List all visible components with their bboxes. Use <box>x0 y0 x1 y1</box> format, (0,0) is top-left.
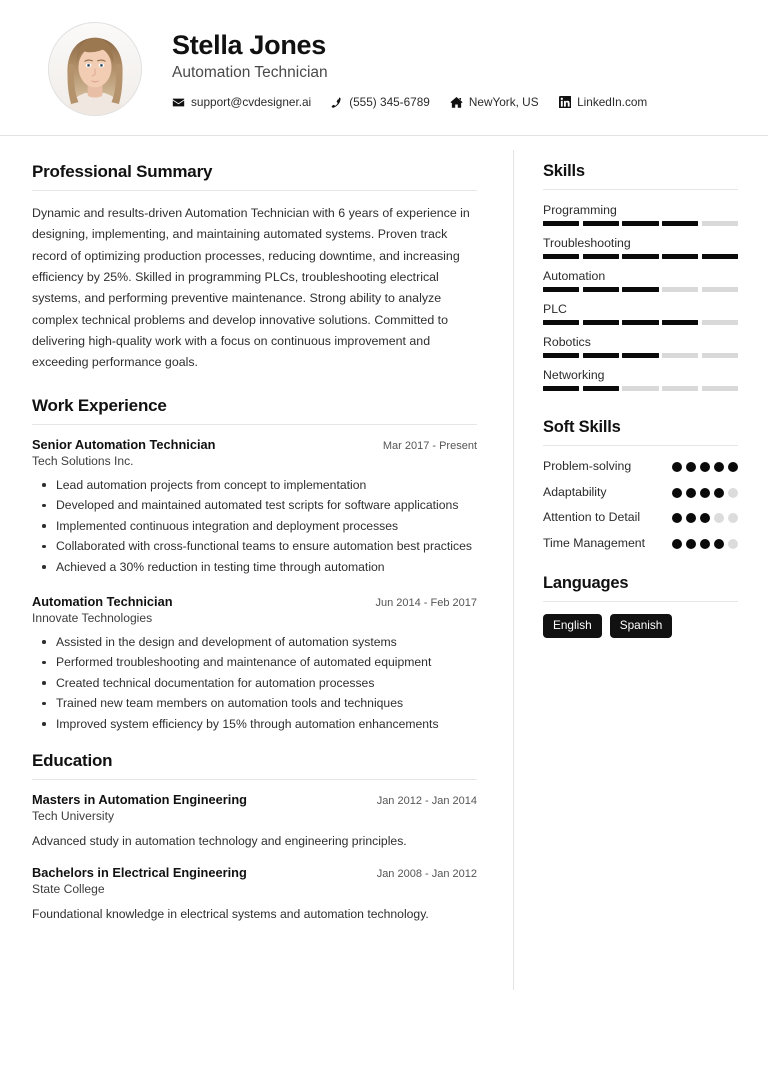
education-entry-list <box>32 792 477 924</box>
entry-header <box>32 594 477 609</box>
section-education <box>32 751 477 924</box>
degree-title: Bachelors in Electrical Engineering <box>32 864 247 880</box>
resume-body <box>0 136 768 938</box>
work-entry <box>32 437 477 577</box>
skill-label: Troubleshooting <box>543 236 631 250</box>
skill-bar-segment <box>622 287 658 292</box>
soft-skill-row <box>543 509 738 526</box>
rating-dot <box>714 488 724 498</box>
skill-bar-segment <box>662 254 698 259</box>
skill-label: Programming <box>543 203 617 217</box>
soft-skill-rating <box>672 458 738 472</box>
skill-label: Networking <box>543 368 605 382</box>
entry-header <box>32 865 477 880</box>
soft-skill-label: Attention to Detail <box>543 510 641 525</box>
section-rule <box>32 779 477 780</box>
degree-title: Masters in Automation Engineering <box>32 791 247 807</box>
soft-skill-rating <box>672 535 738 549</box>
work-entry-list <box>32 437 477 734</box>
skill-row <box>543 235 738 259</box>
section-title-skills: Skills <box>543 162 585 180</box>
rating-dot <box>728 539 738 549</box>
section-title-soft-skills: Soft Skills <box>543 418 621 436</box>
rating-dot <box>686 513 696 523</box>
rating-dot <box>686 462 696 472</box>
work-entry <box>32 594 477 734</box>
section-languages <box>543 574 738 637</box>
skill-bar-segment <box>543 386 579 391</box>
language-pill-list <box>543 614 738 637</box>
education-description: Advanced study in automation technology and engineering principles. <box>32 833 407 848</box>
section-rule <box>543 189 738 190</box>
contact-location[interactable] <box>450 95 539 109</box>
language-pill[interactable]: Spanish <box>610 614 673 637</box>
section-rule <box>543 445 738 446</box>
skill-bar-segment <box>662 221 698 226</box>
contact-location-text: NewYork, US <box>468 95 539 110</box>
section-rule <box>32 424 477 425</box>
skill-row <box>543 367 738 391</box>
soft-skill-rating <box>672 484 738 498</box>
sidebar-column <box>513 136 768 938</box>
rating-dot <box>700 462 710 472</box>
school-name: State College <box>32 881 105 896</box>
contact-row <box>172 95 647 109</box>
responsibility-item: Achieved a 30% reduction in testing time through automation <box>56 558 477 577</box>
person-name: Stella Jones <box>172 29 326 60</box>
responsibility-item: Developed and maintained automated test scripts for software applications <box>56 496 477 515</box>
skill-bar-segment <box>583 386 619 391</box>
education-description: Foundational knowledge in electrical systems and automation technology. <box>32 906 429 921</box>
skill-bar-segment <box>702 386 738 391</box>
skill-row <box>543 268 738 292</box>
skill-bar-segment <box>543 353 579 358</box>
rating-dot <box>700 488 710 498</box>
skill-bar-segment <box>583 320 619 325</box>
phone-icon <box>331 96 343 109</box>
job-title: Senior Automation Technician <box>32 436 216 452</box>
company-name: Innovate Technologies <box>32 610 153 625</box>
rating-dot <box>714 462 724 472</box>
profile-photo-graphic <box>49 23 141 115</box>
job-title: Automation Technician <box>32 593 173 609</box>
entry-header <box>32 437 477 452</box>
section-title-summary: Professional Summary <box>32 162 213 181</box>
responsibility-list <box>32 633 477 734</box>
rating-dot <box>686 488 696 498</box>
rating-dot <box>714 539 724 549</box>
skill-bar-segment <box>543 287 579 292</box>
skill-bar-segment <box>543 254 579 259</box>
section-title-work: Work Experience <box>32 395 167 415</box>
resume-header <box>0 0 768 136</box>
skill-bar-segment <box>543 221 579 226</box>
soft-skill-rating <box>672 509 738 523</box>
skill-level-bar <box>543 386 738 391</box>
skill-bar-segment <box>662 320 698 325</box>
person-job-title: Automation Technician <box>172 64 328 82</box>
responsibility-item: Trained new team members on automation tools and techniques <box>56 694 477 713</box>
responsibility-list <box>32 476 477 577</box>
skill-bar-segment <box>702 254 738 259</box>
education-entry <box>32 865 477 924</box>
rating-dot <box>672 462 682 472</box>
education-entry <box>32 792 477 851</box>
responsibility-item: Assisted in the design and development of automation systems <box>56 633 477 652</box>
skill-bar-segment <box>622 353 658 358</box>
section-professional-summary <box>32 162 477 374</box>
soft-skill-row <box>543 535 738 552</box>
entry-header <box>32 792 477 807</box>
section-title-education: Education <box>32 750 113 770</box>
rating-dot <box>714 513 724 523</box>
skill-label: Robotics <box>543 335 591 349</box>
contact-email-text: support@cvdesigner.ai <box>191 95 312 110</box>
responsibility-item: Performed troubleshooting and maintenance of automated equipment <box>56 653 477 672</box>
skill-label: Automation <box>543 269 606 283</box>
section-rule <box>543 601 738 602</box>
responsibility-item: Created technical documentation for automation processes <box>56 674 477 693</box>
rating-dot <box>672 539 682 549</box>
soft-skill-row <box>543 458 738 475</box>
soft-skill-list <box>543 458 738 551</box>
contact-linkedin[interactable] <box>559 95 648 109</box>
soft-skill-label: Adaptability <box>543 484 607 499</box>
skill-bar-segment <box>583 254 619 259</box>
skill-bar-segment <box>702 287 738 292</box>
skill-level-bar <box>543 287 738 292</box>
soft-skill-label: Time Management <box>543 535 646 550</box>
skill-bar-segment <box>702 320 738 325</box>
responsibility-item: Collaborated with cross-functional teams to ensure automation best practices <box>56 537 477 556</box>
entry-date: Jan 2008 - Jan 2012 <box>376 867 477 880</box>
rating-dot <box>700 539 710 549</box>
avatar <box>48 22 142 116</box>
skill-level-bar <box>543 320 738 325</box>
entry-date: Mar 2017 - Present <box>382 439 477 452</box>
responsibility-item: Improved system efficiency by 15% through automation enhancements <box>56 715 477 734</box>
soft-skill-row <box>543 484 738 501</box>
skill-bar-segment <box>622 254 658 259</box>
section-rule <box>32 190 477 191</box>
skill-row <box>543 334 738 358</box>
rating-dot <box>672 488 682 498</box>
rating-dot <box>728 513 738 523</box>
language-pill[interactable]: English <box>543 614 602 637</box>
responsibility-item: Lead automation projects from concept to implementation <box>56 476 477 495</box>
skill-bar-segment <box>622 221 658 226</box>
section-soft-skills <box>543 418 738 551</box>
contact-phone-text: (555) 345-6789 <box>349 95 430 110</box>
soft-skill-label: Problem-solving <box>543 459 632 473</box>
section-work-experience <box>32 396 477 734</box>
skill-label: PLC <box>543 302 567 316</box>
header-text-block <box>172 28 647 109</box>
skill-row <box>543 301 738 325</box>
contact-phone[interactable] <box>331 95 430 109</box>
skill-list <box>543 202 738 391</box>
location-icon <box>450 96 463 109</box>
main-column <box>0 136 513 938</box>
column-divider <box>513 150 514 990</box>
rating-dot <box>728 462 738 472</box>
school-name: Tech University <box>32 808 114 823</box>
rating-dot <box>672 513 682 523</box>
skill-row <box>543 202 738 226</box>
rating-dot <box>728 488 738 498</box>
contact-linkedin-text: LinkedIn.com <box>577 95 648 110</box>
skill-level-bar <box>543 221 738 226</box>
rating-dot <box>686 539 696 549</box>
section-title-languages: Languages <box>543 574 629 593</box>
company-name: Tech Solutions Inc. <box>32 453 134 468</box>
contact-email[interactable] <box>172 95 311 109</box>
entry-date: Jun 2014 - Feb 2017 <box>375 596 477 609</box>
skill-bar-segment <box>583 287 619 292</box>
rating-dot <box>700 513 710 523</box>
skill-bar-segment <box>662 386 698 391</box>
skill-bar-segment <box>583 353 619 358</box>
summary-text: Dynamic and results-driven Automation Technician with 6 years of experience in designing, implementing, and maintaining automated systems. Proven track record of optimizing production processes, reducing downtime, and increasing efficiency by 25%. Skilled in programming PLCs, troubleshooting electrical systems, and performing preventive maintenance. Strong ability to analyze complex technical problems and develop innovative solutions. Committed to delivering high-quality work with a focus on continuous improvement and exceeding performance goals. <box>32 206 470 370</box>
skill-bar-segment <box>543 320 579 325</box>
skill-bar-segment <box>702 221 738 226</box>
skill-bar-segment <box>662 353 698 358</box>
skill-bar-segment <box>622 386 658 391</box>
skill-bar-segment <box>662 287 698 292</box>
skill-level-bar <box>543 353 738 358</box>
skill-bar-segment <box>702 353 738 358</box>
responsibility-item: Implemented continuous integration and deployment processes <box>56 517 477 536</box>
linkedin-icon <box>559 96 572 109</box>
skill-level-bar <box>543 254 738 259</box>
email-icon <box>172 96 185 109</box>
entry-date: Jan 2012 - Jan 2014 <box>376 794 477 807</box>
skill-bar-segment <box>583 221 619 226</box>
section-skills <box>543 162 738 391</box>
skill-bar-segment <box>622 320 658 325</box>
